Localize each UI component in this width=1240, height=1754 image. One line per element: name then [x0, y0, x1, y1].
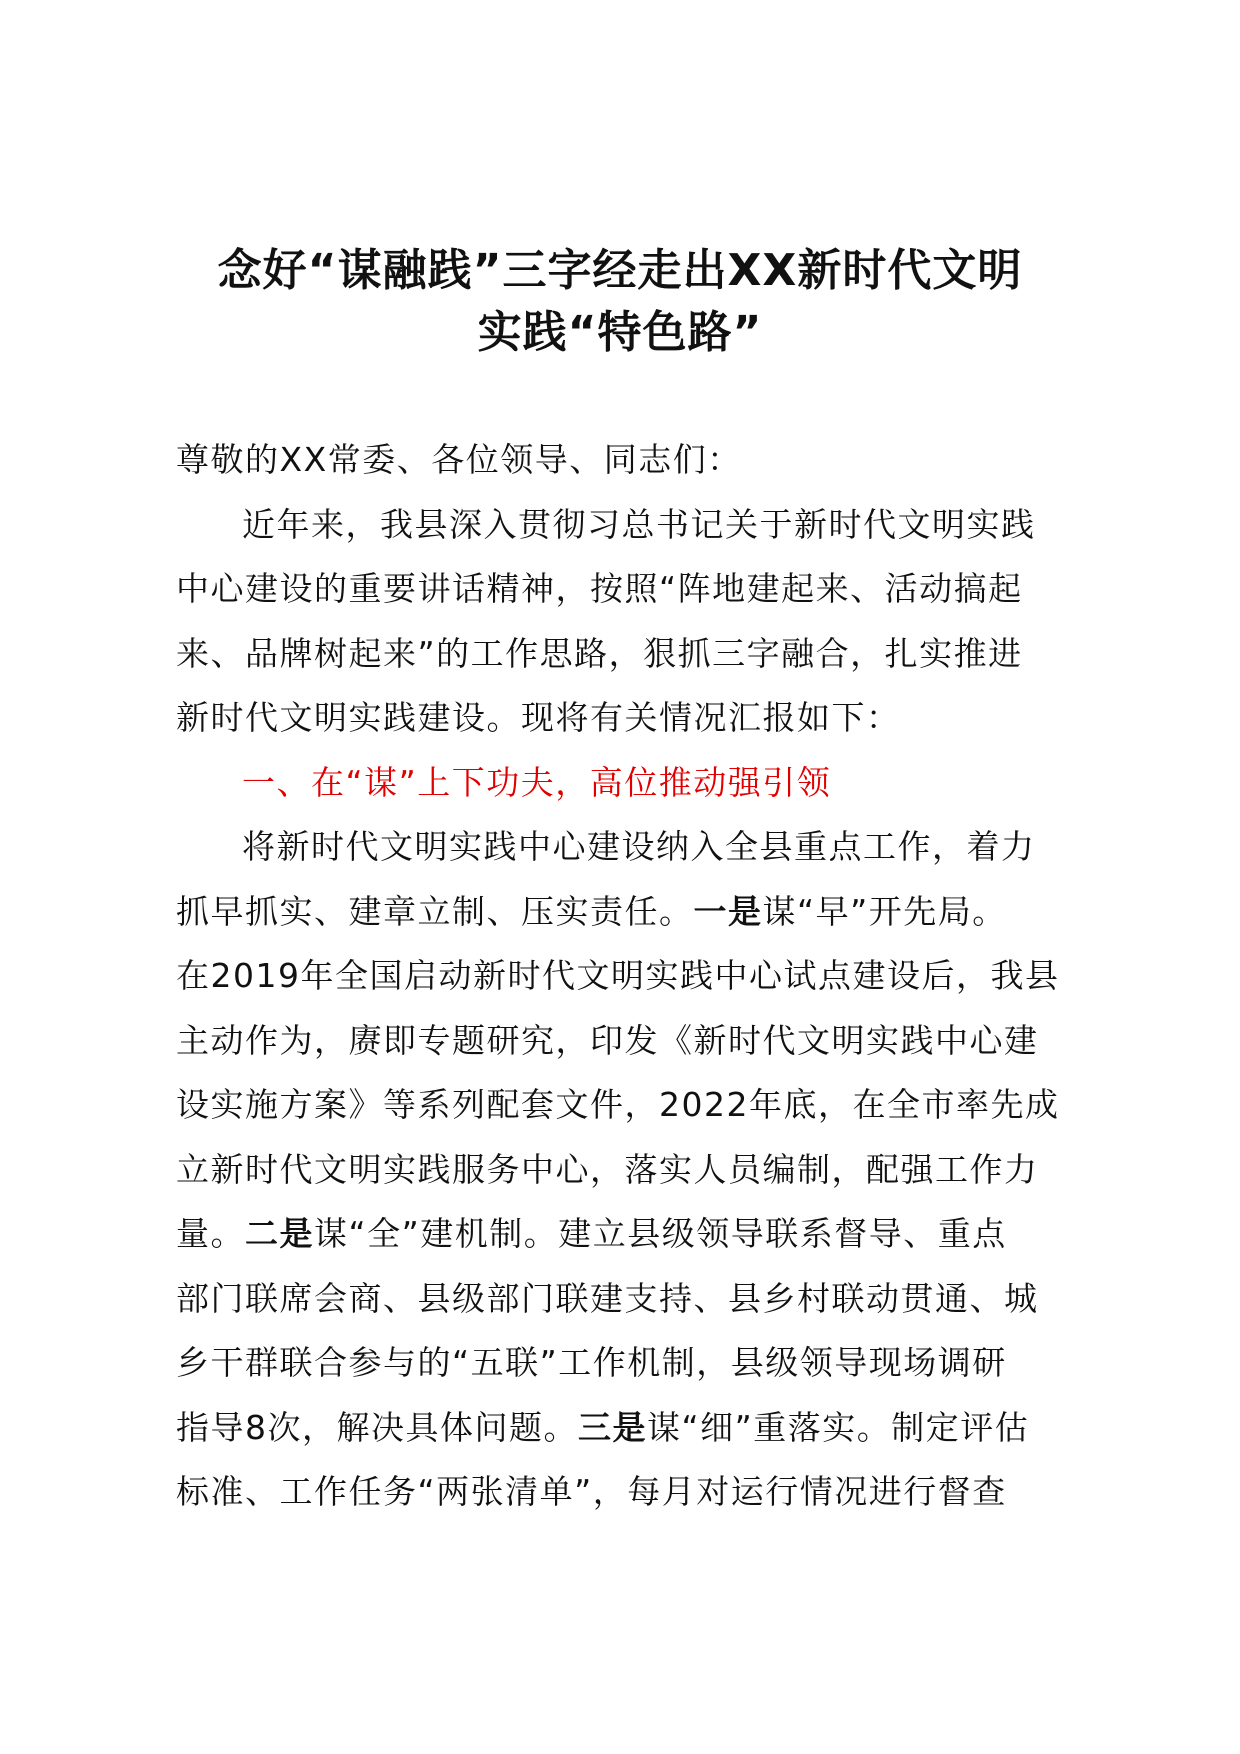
document-title	[150, 240, 1090, 364]
section-heading: 一、在“谋”上下功夫，高位推动强引领	[242, 762, 832, 802]
paragraph-line: 设实施方案》等系列配套文件，2022年底，在全市率先成	[176, 1085, 1060, 1124]
text-run: 谋“早”开先局。	[762, 891, 1007, 931]
paragraph-line: 标准、工作任务“两张清单”，每月对运行情况进行督查	[176, 1472, 1007, 1511]
paragraph-line: 在2019年全国启动新时代文明实践中心试点建设后，我县	[176, 956, 1060, 995]
title-line-1: 念好“谋融践”三字经走出XX新时代文明	[217, 245, 1023, 296]
text-run: 量。	[176, 1214, 245, 1253]
point-marker-1: 一是	[693, 891, 763, 931]
paragraph-line	[176, 1396, 1116, 1461]
paragraph-line: 乡干群联合参与的“五联”工作机制，县级领导现场调研	[176, 1343, 1007, 1382]
point-marker-2: 二是	[245, 1214, 314, 1253]
point-marker-3: 三是	[578, 1407, 647, 1447]
paragraph-line: 立新时代文明实践服务中心，落实人员编制，配强工作力	[176, 1149, 1039, 1189]
intro-line: 来、品牌树起来”的工作思路，狠抓三字融合，扎实推进	[176, 633, 1023, 673]
document-body	[176, 428, 1116, 1525]
paragraph-line	[176, 1202, 1116, 1267]
intro-line: 新时代文明实践建设。现将有关情况汇报如下：	[176, 698, 901, 737]
paragraph-line: 将新时代文明实践中心建设纳入全县重点工作，着力	[242, 827, 1036, 866]
text-run: 抓早抓实、建章立制、压实责任。	[176, 891, 694, 931]
paragraph-line	[176, 880, 1116, 945]
paragraph-line: 主动作为，赓即专题研究，印发《新时代文明实践中心建	[176, 1020, 1039, 1060]
text-run: 谋“细”重落实。制定评估	[647, 1407, 1030, 1447]
text-run: 谋“全”建机制。建立县级领导联系督导、重点	[314, 1214, 1007, 1253]
text-run: 指导8次，解决具体问题。	[176, 1407, 578, 1447]
paragraph-line: 部门联席会商、县级部门联建支持、县乡村联动贯通、城	[176, 1278, 1039, 1318]
intro-line: 近年来，我县深入贯彻习总书记关于新时代文明实践	[242, 504, 1036, 544]
salutation: 尊敬的XX常委、各位领导、同志们：	[176, 440, 742, 479]
title-line-2: 实践“特色路”	[477, 307, 763, 358]
intro-line: 中心建设的重要讲话精神，按照“阵地建起来、活动搞起	[176, 569, 1023, 608]
